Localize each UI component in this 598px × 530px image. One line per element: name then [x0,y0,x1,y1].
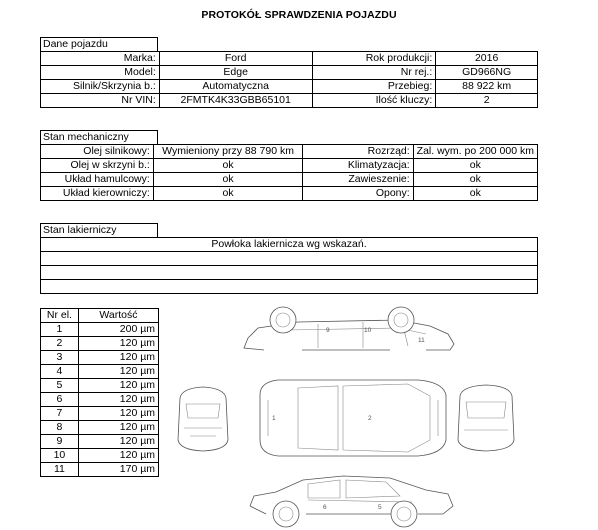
car-side-view-bottom [250,476,453,527]
table-row [41,159,538,173]
table-row [41,449,159,463]
label-air-conditioning: Klimatyzacja: [303,159,413,173]
section-vehicle-data: Dane pojazdu [40,37,158,51]
diagram-label-2: 2 [368,415,372,422]
diagram-label-9: 9 [326,327,330,334]
thickness-value: 120 µm [78,337,158,351]
table-row [41,280,538,294]
table-row [41,80,538,94]
value-steering: ok [153,187,302,201]
diagram-label-5: 5 [378,504,382,511]
value-model: Edge [159,66,312,80]
page-title: PROTOKÓŁ SPRAWDZENIA POJAZDU [201,9,397,21]
car-front-view [178,387,228,451]
table-row [41,407,159,421]
diagram-label-11: 11 [418,337,425,344]
thickness-value: 120 µm [78,435,158,449]
label-vin: Nr VIN: [41,94,160,108]
thickness-table [40,308,159,477]
diagram-label-10: 10 [364,327,372,334]
element-number: 9 [41,435,79,449]
table-row [41,323,159,337]
section-mechanical: Stan mechaniczny [40,130,158,144]
table-row [41,393,159,407]
value-gearbox-oil: ok [153,159,302,173]
table-row [41,435,159,449]
label-model: Model: [41,66,160,80]
value-engine-oil: Wymieniony przy 88 790 km [153,145,302,159]
table-row [41,66,538,80]
value-vin: 2FMTK4K33GBB65101 [159,94,312,108]
table-row [41,94,538,108]
diagram-label-6: 6 [323,504,327,511]
table-row [41,252,538,266]
paint-empty-row [41,252,538,266]
table-row [41,173,538,187]
thickness-value: 170 µm [78,463,158,477]
table-row [41,266,538,280]
table-row [41,52,538,66]
label-brand: Marka: [41,52,160,66]
table-header-row [41,309,159,323]
table-row [41,463,159,477]
value-production-year: 2016 [436,52,538,66]
paint-table [40,237,538,294]
label-suspension: Zawieszenie: [303,173,413,187]
thickness-value: 200 µm [78,323,158,337]
table-row [41,379,159,393]
value-suspension: ok [413,173,537,187]
value-registration: GD966NG [436,66,538,80]
paint-empty-row [41,280,538,294]
value-brand: Ford [159,52,312,66]
table-row [41,365,159,379]
section-paint: Stan lakierniczy [40,223,158,237]
value-mileage: 88 922 km [436,80,538,94]
car-diagram [168,300,528,530]
header-element-number: Nr el. [41,309,79,323]
label-keys: Ilość kluczy: [312,94,436,108]
thickness-value: 120 µm [78,407,158,421]
label-gearbox-oil: Olej w skrzyni b.: [41,159,154,173]
thickness-value: 120 µm [78,393,158,407]
car-side-view-top [244,307,454,350]
table-row [41,238,538,252]
table-row [41,337,159,351]
element-number: 6 [41,393,79,407]
label-registration: Nr rej.: [312,66,436,80]
value-tires: ok [413,187,537,201]
element-number: 11 [41,463,79,477]
element-number: 8 [41,421,79,435]
mechanical-table [40,144,538,201]
diagram-label-1: 1 [272,415,276,422]
label-steering: Układ kierowniczy: [41,187,154,201]
label-timing: Rozrząd: [303,145,413,159]
element-number: 4 [41,365,79,379]
car-top-view [260,380,446,456]
vehicle-data-table [40,51,538,108]
element-number: 5 [41,379,79,393]
element-number: 1 [41,323,79,337]
thickness-value: 120 µm [78,449,158,463]
paint-note: Powłoka lakiernicza wg wskazań. [41,238,538,252]
element-number: 7 [41,407,79,421]
thickness-value: 120 µm [78,379,158,393]
element-number: 10 [41,449,79,463]
header-value: Wartość [78,309,158,323]
label-mileage: Przebieg: [312,80,436,94]
value-air-conditioning: ok [413,159,537,173]
table-row [41,351,159,365]
table-row [41,421,159,435]
car-rear-view [458,385,514,451]
label-production-year: Rok produkcji: [312,52,436,66]
value-keys: 2 [436,94,538,108]
thickness-value: 120 µm [78,365,158,379]
thickness-value: 120 µm [78,351,158,365]
element-number: 3 [41,351,79,365]
label-brakes: Układ hamulcowy: [41,173,154,187]
value-brakes: ok [153,173,302,187]
label-tires: Opony: [303,187,413,201]
value-timing: Zal. wym. po 200 000 km [413,145,537,159]
element-number: 2 [41,337,79,351]
thickness-value: 120 µm [78,421,158,435]
table-row [41,187,538,201]
label-engine-gearbox: Silnik/Skrzynia b.: [41,80,160,94]
label-engine-oil: Olej silnikowy: [41,145,154,159]
value-engine-gearbox: Automatyczna [159,80,312,94]
paint-empty-row [41,266,538,280]
table-row [41,145,538,159]
